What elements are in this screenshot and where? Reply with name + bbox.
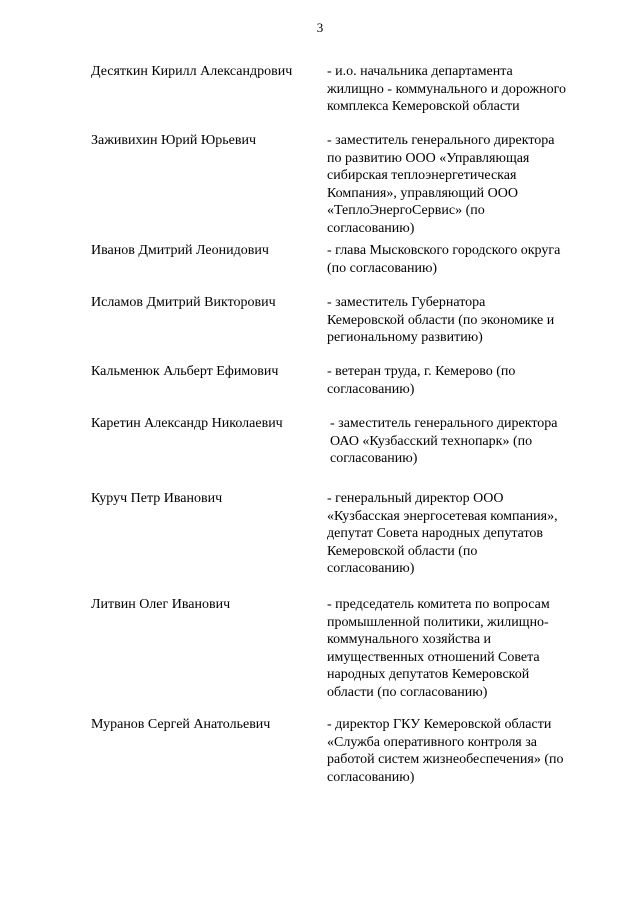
role-line: - председатель комитета по вопросам bbox=[327, 597, 550, 612]
role-line: - глава Мысковского городского округа bbox=[327, 243, 561, 258]
member-name: Куруч Петр Иванович bbox=[91, 491, 223, 506]
member-name: Муранов Сергей Анатольевич bbox=[91, 717, 271, 732]
role-line: - и.о. начальника департамента bbox=[327, 64, 513, 79]
member-role bbox=[327, 132, 597, 237]
member-role bbox=[327, 490, 597, 578]
member-name: Заживихин Юрий Юрьевич bbox=[91, 133, 256, 148]
role-line: согласованию) bbox=[327, 381, 415, 397]
role-line: «Кузбасская энергосетевая компания», bbox=[327, 508, 558, 524]
role-line: депутат Совета народных депутатов bbox=[327, 526, 544, 541]
member-name: Десяткин Кирилл Александрович bbox=[91, 64, 293, 79]
role-line: по развитию ООО «Управляющая bbox=[327, 150, 530, 166]
member-name: Литвин Олег Иванович bbox=[91, 597, 231, 612]
role-line: - заместитель Губернатора bbox=[327, 295, 486, 310]
role-line: - директор ГКУ Кемеровской области bbox=[327, 717, 552, 732]
member-name: Исламов Дмитрий Викторович bbox=[91, 295, 276, 310]
role-line: - заместитель генерального директора bbox=[327, 133, 555, 148]
role-line: ОАО «Кузбасский технопарк» (по bbox=[330, 433, 533, 449]
role-line: коммунального хозяйства и bbox=[327, 632, 492, 647]
role-line: региональному развитию) bbox=[327, 330, 483, 345]
role-line: согласованию) bbox=[327, 769, 415, 785]
member-role bbox=[327, 716, 597, 786]
role-line: - ветеран труда, г. Кемерово (по bbox=[327, 364, 516, 379]
member-role bbox=[327, 294, 597, 347]
role-line: комплекса Кемеровской области bbox=[327, 99, 520, 114]
member-name: Кальменюк Альберт Ефимович bbox=[91, 364, 279, 379]
role-line: Компания», управляющий ООО bbox=[327, 185, 518, 201]
role-line: сибирская теплоэнергетическая bbox=[327, 168, 517, 183]
role-line: промышленной политики, жилищно- bbox=[327, 614, 549, 630]
member-role bbox=[327, 242, 597, 277]
role-line: жилищно - коммунального и дорожного bbox=[327, 81, 567, 97]
member-role bbox=[327, 363, 597, 398]
role-line: «ТеплоЭнергоСервис» (по bbox=[327, 203, 485, 218]
member-name: Каретин Александр Николаевич bbox=[91, 416, 283, 431]
role-line: - заместитель генерального директора bbox=[330, 416, 558, 431]
role-line: согласованию) bbox=[330, 451, 418, 466]
member-role bbox=[327, 596, 597, 701]
role-line: Кемеровской области (по экономике и bbox=[327, 312, 555, 328]
page-number: 3 bbox=[316, 20, 324, 35]
role-line: имущественных отношений Совета bbox=[327, 649, 540, 665]
role-line: народных депутатов Кемеровской bbox=[327, 667, 530, 682]
role-line: согласованию) bbox=[327, 220, 415, 236]
role-line: Кемеровской области (по bbox=[327, 543, 478, 559]
role-line: (по согласованию) bbox=[327, 260, 438, 276]
role-line: работой систем жизнеобеспечения» (по bbox=[327, 752, 564, 767]
role-line: области (по согласованию) bbox=[327, 684, 488, 700]
role-line: согласованию) bbox=[327, 561, 415, 576]
member-name: Иванов Дмитрий Леонидович bbox=[91, 243, 269, 258]
role-line: «Служба оперативного контроля за bbox=[327, 734, 537, 750]
member-role bbox=[327, 63, 597, 116]
member-role bbox=[330, 415, 600, 468]
role-line: - генеральный директор ООО bbox=[327, 491, 504, 506]
